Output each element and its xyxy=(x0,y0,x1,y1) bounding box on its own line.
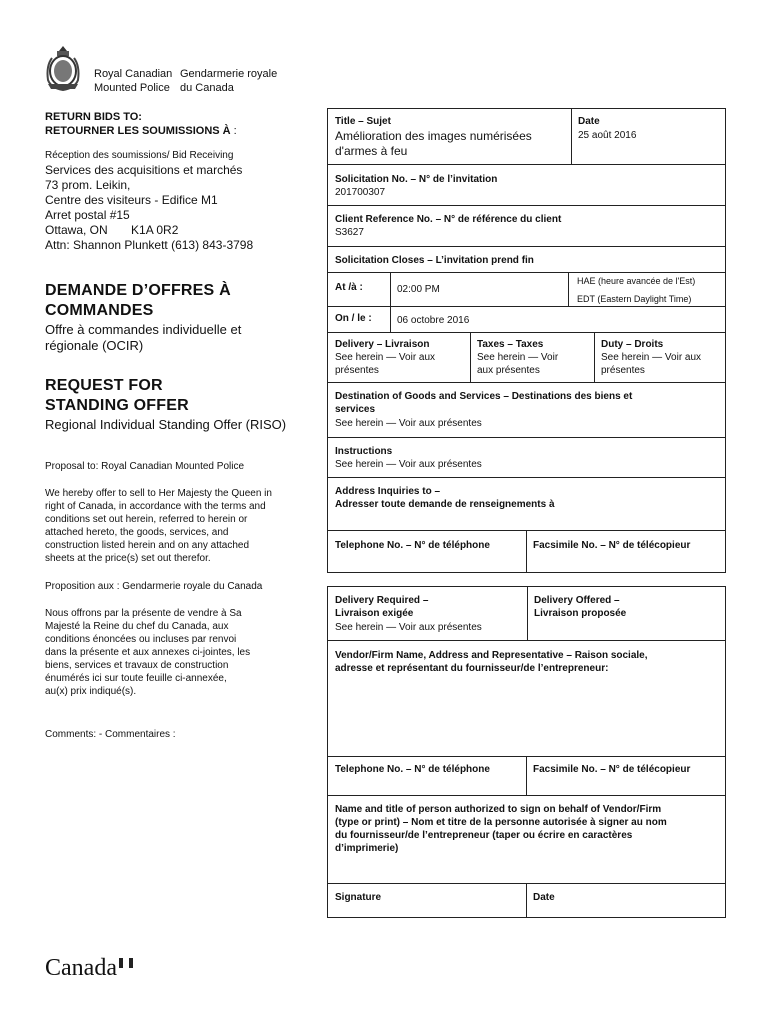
request-subtitle: Regional Individual Standing Offer (RISO) xyxy=(45,417,287,432)
demande-title: DEMANDE D’OFFRES À COMMANDES xyxy=(45,282,231,319)
delivery-required-value: See herein — Voir aux présentes xyxy=(335,622,482,633)
signature-date-label: Date xyxy=(533,892,555,903)
taxes-label: Taxes – Taxes xyxy=(477,339,544,350)
canada-flag-icon xyxy=(119,958,133,968)
timezone-en: EDT (Eastern Daylight Time) xyxy=(577,294,692,304)
title-label: Title – Sujet xyxy=(335,116,391,127)
duty-value: See herein — Voir aux présentes xyxy=(601,352,702,376)
date-value: 25 août 2016 xyxy=(578,130,637,141)
title-value: Amélioration des images numérisées d'armes à feu xyxy=(335,129,532,158)
delivery-required-label: Delivery Required – Livraison exigée xyxy=(335,595,429,619)
rcmp-crest-icon xyxy=(44,44,82,92)
request-title: REQUEST FOR STANDING OFFER xyxy=(45,377,189,414)
at-label: At /à : xyxy=(335,282,363,293)
offer-text-fr: Nous offrons par la présente de vendre à Sa Majesté la Reine du chef du Canada, aux conditions énoncées ou incluses par renvoi dans la présente et aux annexes ci-jointes, les biens, services et travaux de construction énumérés ici sur toute feuille ci-annexée, au(x) prix indiqué(s). xyxy=(45,608,251,697)
duty-label: Duty – Droits xyxy=(601,339,664,350)
bid-receiving: Réception des soumissions/ Bid Receiving xyxy=(45,150,234,161)
closes-label: Solicitation Closes – L’invitation prend fin xyxy=(335,255,534,266)
client-ref-label: Client Reference No. – N° de référence du client xyxy=(335,214,562,225)
instructions-label: Instructions xyxy=(335,446,393,457)
signature-label: Signature xyxy=(335,892,382,903)
proposal-to-fr: Proposition aux : Gendarmerie royale du Canada xyxy=(45,581,263,592)
org-name-fr: Gendarmerie royale du Canada xyxy=(180,68,278,94)
offer-text-en: We hereby offer to sell to Her Majesty the Queen in right of Canada, in accordance with the terms and conditions set out herein, referred to herein or attached hereto, the goods, services, and construction listed herein and on any attached sheets at the price(s) set out therefor. xyxy=(45,488,272,564)
close-date-value: 06 octobre 2016 xyxy=(397,315,470,326)
on-label: On / le : xyxy=(335,313,372,324)
date-label: Date xyxy=(578,116,600,127)
vendor-telephone-label: Telephone No. – N° de téléphone xyxy=(335,764,490,775)
telephone-label: Telephone No. – N° de téléphone xyxy=(335,540,490,551)
return-bids-heading: RETURN BIDS TO: RETOURNER LES SOUMISSIONS À : xyxy=(45,111,237,137)
address-inquiries-label: Address Inquiries to – Adresser toute demande de renseignements à xyxy=(335,486,555,510)
delivery-offered-label: Delivery Offered – Livraison proposée xyxy=(534,595,627,619)
solicitation-label: Solicitation No. – N° de l’invitation xyxy=(335,174,498,185)
instructions-value: See herein — Voir aux présentes xyxy=(335,459,482,470)
facsimile-label: Facsimile No. – N° de télécopieur xyxy=(533,540,691,551)
delivery-value: See herein — Voir aux présentes xyxy=(335,352,436,376)
canada-wordmark: Canada xyxy=(45,954,133,984)
demande-subtitle: Offre à commandes individuelle et régionale (OCIR) xyxy=(45,322,242,353)
org-name-en: Royal Canadian Mounted Police xyxy=(94,68,173,94)
destination-label: Destination of Goods and Services – Destinations des biens et services xyxy=(335,391,633,415)
solicitation-value: 201700307 xyxy=(335,187,386,198)
authorized-person-label: Name and title of person authorized to sign on behalf of Vendor/Firm (type or print) – Nom et titre de la personne autorisée à signer au nom du fournisseur/de l’entrepreneur (taper ou écrire en caractères d’imprimerie) xyxy=(335,804,667,854)
delivery-label: Delivery – Livraison xyxy=(335,339,430,350)
proposal-to-en: Proposal to: Royal Canadian Mounted Police xyxy=(45,461,245,472)
client-ref-value: S3627 xyxy=(335,227,364,238)
return-address: Services des acquisitions et marchés 73 prom. Leikin, Centre des visiteurs - Edifice M1 Arret postal #15 Ottawa, ON K1A 0R2 Attn: Shannon Plunkett (613) 843-3798 xyxy=(45,163,254,252)
timezone-fr: HAE (heure avancée de l'Est) xyxy=(577,276,696,286)
time-value: 02:00 PM xyxy=(397,284,440,295)
taxes-value: See herein — Voir aux présentes xyxy=(477,352,559,376)
vendor-facsimile-label: Facsimile No. – N° de télécopieur xyxy=(533,764,691,775)
comments-label: Comments: - Commentaires : xyxy=(45,729,176,740)
vendor-name-label: Vendor/Firm Name, Address and Representative – Raison sociale, adresse et représentant du fournisseur/de l’entrepreneur: xyxy=(335,650,648,674)
destination-value: See herein — Voir aux présentes xyxy=(335,418,482,429)
